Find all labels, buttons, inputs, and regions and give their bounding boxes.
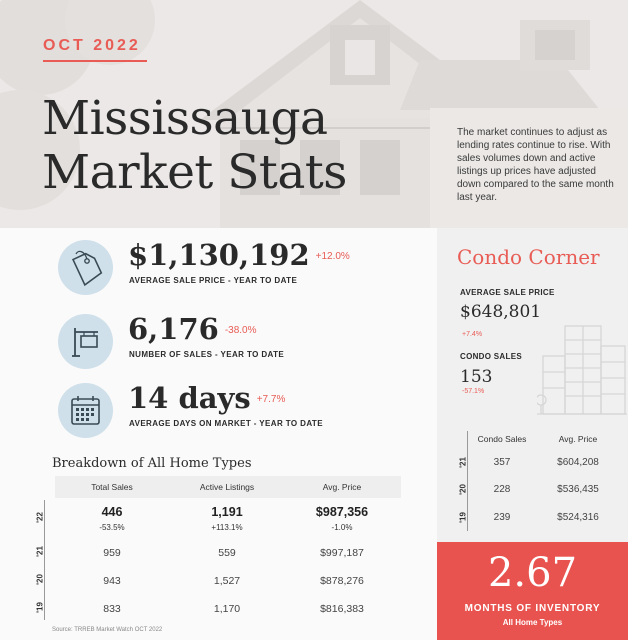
date-underline: [43, 60, 147, 62]
hero-banner: [0, 0, 628, 228]
cell-avg-price: $816,383: [320, 603, 364, 615]
price-tag-icon: [58, 240, 113, 295]
stat-change: +12.0%: [315, 251, 350, 262]
cell-avg-price: $987,356: [315, 505, 369, 519]
intro-text: The market continues to adjust as lending rates continue to rise. With sales volumes down and active listings up prices have adjusted down compared to the same month last year.: [457, 127, 614, 203]
stat-change: -38.0%: [224, 325, 257, 336]
source-note: Source: TRREB Market Watch OCT 2022: [52, 627, 163, 633]
inventory-label: MONTHS OF INVENTORY: [464, 603, 601, 614]
stat-value: 6,176: [128, 312, 219, 346]
condo-avg-price-value: $648,801: [460, 302, 542, 322]
header-total-sales: Total Sales: [91, 482, 133, 492]
stat-value: 14 days: [128, 381, 251, 415]
cell-price-change: -1.0%: [331, 523, 353, 532]
row-year: '21: [35, 546, 45, 557]
cell-active-listings: 559: [218, 547, 236, 559]
condo-sales-value: 153: [460, 367, 493, 387]
cell-active-listings: 1,527: [213, 575, 241, 587]
cell-active-listings: 1,170: [213, 603, 241, 615]
cell-condo-avg-price: $604,208: [557, 457, 599, 468]
cell-avg-price: $997,187: [320, 547, 364, 559]
breakdown-table-header: [55, 476, 401, 498]
stat-value: $1,130,192: [128, 238, 310, 272]
breakdown-title: Breakdown of All Home Types: [52, 456, 252, 471]
header-active-listings: Active Listings: [199, 482, 255, 492]
condo-sales-change: -57.1%: [462, 388, 485, 395]
cell-total-sales: 446: [101, 505, 123, 519]
cell-condo-sales: 357: [493, 457, 511, 468]
months-of-inventory-panel: [437, 542, 628, 640]
title-line-2: Market Stats: [42, 145, 347, 200]
row-year: '20: [35, 574, 45, 585]
row-year: '21: [458, 457, 468, 468]
stat-label: AVERAGE SALE PRICE - YEAR TO DATE: [129, 276, 298, 285]
stat-label: AVERAGE DAYS ON MARKET - YEAR TO DATE: [129, 419, 323, 428]
page-title: [42, 92, 347, 200]
condo-corner-title: Condo Corner: [457, 245, 600, 269]
inventory-subtitle: All Home Types: [502, 618, 563, 627]
stat-average-sale-price: [58, 240, 428, 296]
title-line-1: Mississauga: [42, 91, 328, 146]
condo-header-sales: Condo Sales: [477, 434, 527, 444]
cell-condo-sales: 239: [493, 512, 511, 523]
condo-avg-price-change: +7.4%: [462, 331, 483, 338]
stat-label: NUMBER OF SALES - YEAR TO DATE: [129, 350, 285, 359]
sign-post-icon: [58, 314, 113, 369]
buildings-illustration: [537, 316, 627, 416]
cell-avg-price: $878,276: [320, 575, 364, 587]
inventory-value: 2.67: [487, 550, 578, 596]
cell-total-sales: 833: [103, 603, 121, 615]
row-year: '22: [35, 512, 45, 523]
cell-active-listings: 1,191: [211, 505, 243, 519]
condo-sales-label: CONDO SALES: [460, 352, 522, 361]
cell-total-sales: 959: [103, 547, 121, 559]
report-date: OCT 2022: [43, 37, 141, 54]
cell-listings-change: +113.1%: [211, 523, 243, 532]
cell-condo-avg-price: $536,435: [557, 484, 599, 495]
stat-days-on-market: [58, 383, 428, 439]
stat-number-of-sales: [58, 314, 428, 370]
row-year: '19: [35, 602, 45, 613]
row-year: '19: [458, 512, 468, 523]
header-avg-price: Avg. Price: [322, 482, 362, 492]
row-year: '20: [458, 484, 468, 495]
calendar-icon: [58, 383, 113, 438]
condo-header-avg-price: Avg. Price: [558, 434, 598, 444]
cell-total-sales: 943: [103, 575, 121, 587]
cell-condo-sales: 228: [493, 484, 511, 495]
cell-sales-change: -53.5%: [99, 523, 125, 532]
condo-corner-panel: [437, 228, 628, 542]
condo-avg-price-label: AVERAGE SALE PRICE: [460, 288, 555, 297]
cell-condo-avg-price: $524,316: [557, 512, 599, 523]
stat-change: +7.7%: [256, 394, 286, 405]
